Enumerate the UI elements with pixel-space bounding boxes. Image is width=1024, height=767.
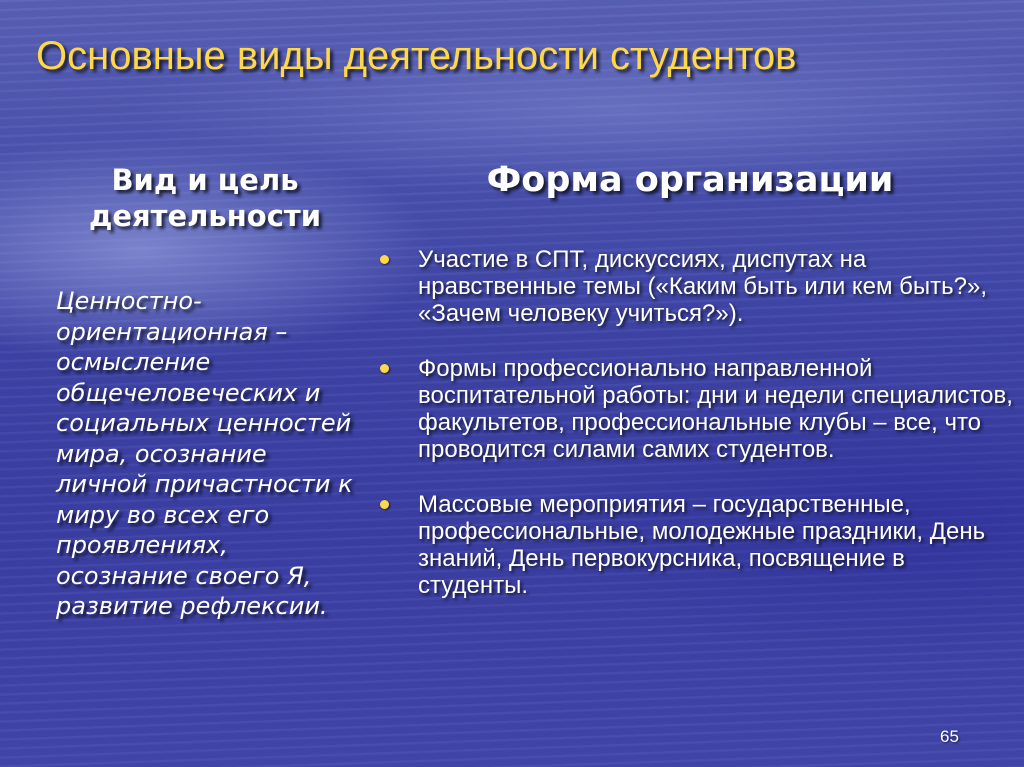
bullet-dot-icon	[380, 500, 389, 509]
left-column-heading: Вид и цель деятельности	[88, 163, 322, 233]
slide-title: Основные виды деятельности студентов	[36, 34, 797, 78]
right-column-heading: Форма организации	[486, 160, 894, 200]
page-number: 65	[940, 727, 959, 746]
bullet-text: Участие в СПТ, дискуссиях, диспутах на нравственные темы («Каким быть или кем быть?», «Зачем человеку учиться?»).	[418, 246, 988, 327]
bullet-dot-icon	[380, 255, 389, 264]
bullet-list	[376, 246, 1016, 627]
bullet-text: Формы профессионально направленной воспитательной работы: дни и недели специалистов, факультетов, профессиональные клубы – все, что проводится силами самих студентов.	[418, 355, 1013, 463]
bullet-dot-icon	[380, 364, 389, 373]
list-item	[376, 246, 1016, 327]
list-item	[376, 355, 1016, 463]
left-column-text: Ценностно-ориентационная – осмысление общечеловеческих и социальных ценностей мира, осознание личной причастности к миру во всех его проявлениях, осознание своего Я, развитие рефлексии.	[56, 287, 353, 620]
list-item	[376, 491, 1016, 599]
bullet-text: Массовые мероприятия – государственные, профессиональные, молодежные праздники, День знаний, День первокурсника, посвящение в студенты.	[418, 491, 986, 599]
